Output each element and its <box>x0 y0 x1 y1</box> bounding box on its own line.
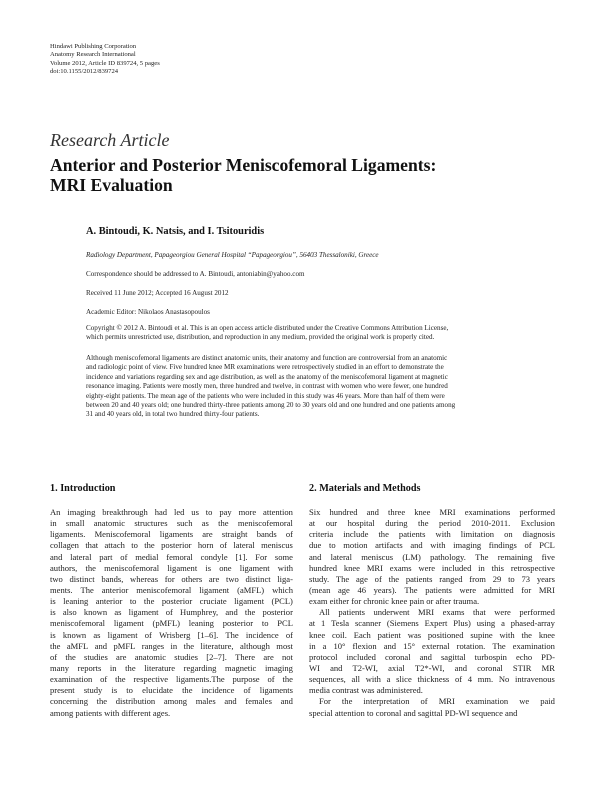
body-text-line: collagen that attach to the posterior horn of lateral meniscus <box>50 540 293 551</box>
body-text-line: For the interpretation of MRI examination we paid <box>319 696 555 707</box>
body-text-line: many reports in the literature regarding magnetic imaging <box>50 662 293 673</box>
copyright-line: Copyright © 2012 A. Bintoudi et al. This is an open access article distributed under the Creative Commons Attribution License, <box>86 324 449 332</box>
body-text-line: ments. The anterior meniscofemoral ligament (aMFL) which <box>50 584 293 595</box>
body-text-line: of the studies are anatomic studies [2–7]. There are not <box>50 651 293 662</box>
body-text-line: criteria include the patients with limitation on diagnosis <box>309 529 555 540</box>
correspondence: Correspondence should be addressed to A. Bintoudi, antoniabin@yahoo.com <box>86 270 305 278</box>
body-text-line: concerning the distribution among males and females and <box>50 696 293 707</box>
body-text-line: exam either for chronic knee pain or after trauma. <box>309 596 480 607</box>
abstract-line: Although meniscofemoral ligaments are distinct anatomic units, their anatomy and function are controversial from an anatomic <box>86 354 448 362</box>
abstract-line: between 20 and 40 years old; one hundred thirty-three patients among 20 to 30 years old and one hundred and one patients among <box>86 401 456 410</box>
title-line: Anterior and Posterior Meniscofemoral Ligaments: <box>50 155 437 175</box>
body-text-line: and lateral part of medial femoral condyle [1]. For some <box>50 551 293 562</box>
journal-name-line: Anatomy Research International <box>50 51 136 59</box>
volume-line: Volume 2012, Article ID 839724, 5 pages <box>50 59 160 67</box>
body-text-line: media contrast was administered. <box>309 685 423 696</box>
body-text-line: ligaments. Meniscofemoral ligaments are straight bands of <box>50 529 293 540</box>
introduction-body <box>50 507 293 719</box>
body-text-line: knee coil. Each patient was positioned supine with the knee <box>309 629 555 640</box>
body-text-line: present study is to elucidate the incidence of ligaments <box>50 685 293 696</box>
body-text-line: special attention to coronal and sagittal PD-WI sequence and <box>309 707 518 718</box>
body-text-line: (mean age 46 years). The patients were admitted for MRI <box>309 584 555 595</box>
body-text-line: is leaning anterior to the posterior cruciate ligament (PCL) <box>50 596 293 607</box>
body-text-line: protocol included coronal and sagittal turbospin echo PD- <box>309 651 555 662</box>
abstract-line: resonance imaging. Patients were mostly men, three hundred and twelve, in contrast with women who were fewer, one hundred <box>86 382 448 391</box>
body-text-line: An imaging breakthrough had led us to pay more attention <box>50 507 293 517</box>
body-text-line: examination of the respective ligaments.The purpose of the <box>50 674 293 685</box>
received-dates: Received 11 June 2012; Accepted 16 August 2012 <box>86 289 229 297</box>
body-text-line: sequences, all with a slice thickness of 4 mm. No intravenous <box>309 674 555 685</box>
section-title-introduction: 1. Introduction <box>50 483 116 494</box>
body-text-line: among patients with different ages. <box>50 707 171 718</box>
affiliation: Radiology Department, Papageorgiou General Hospital “Papageorgiou”, 56403 Thessaloniki, Greece <box>86 251 379 259</box>
body-text-line: authors, the meniscofemoral ligament is one ligament with <box>50 562 293 573</box>
title-line: MRI Evaluation <box>50 175 173 195</box>
abstract-line: and radiologic point of view. Five hundred knee MR examinations were retrospectively studied in an effort to demonstrate the <box>86 363 444 372</box>
body-text-line: in a 10° flexion and 15° external rotation. The examination <box>309 640 555 651</box>
article-type: Research Article <box>50 130 170 150</box>
journal-header <box>50 43 160 77</box>
body-text-line: hundred knee MRI exams were included in this retrospective <box>309 562 555 573</box>
body-text-line: due to motion artifacts and with imaging findings of PCL <box>309 540 555 551</box>
academic-editor: Academic Editor: Nikolaos Anastasopoulos <box>86 308 210 316</box>
body-text-line: meniscofemoral ligament (pMFL) leaning posterior to PCL <box>50 618 293 629</box>
copyright-line: which permits unrestricted use, distribution, and reproduction in any medium, provided the original work is properly cited. <box>86 333 435 342</box>
body-text-line: Six hundred and three knee MRI examinations performed <box>309 507 555 517</box>
article-title <box>50 155 570 195</box>
body-text-line: the aMFL and pMFL ranges in the literature, although most <box>50 640 293 651</box>
body-text-line: in small anatomic structures such as the meniscofemoral <box>50 518 293 529</box>
abstract-line: eighty-eight patients. The mean age of the patients who were included in this study was 46 years. More than half of them were <box>86 391 445 400</box>
doi-line: doi:10.1155/2012/839724 <box>50 68 119 76</box>
body-text-line: two distinct bands, whereas for others are two distinct liga- <box>50 573 293 584</box>
body-text-line: at 1 Tesla scanner (Siemens Expert Plus) using a phased-array <box>309 618 555 629</box>
copyright-notice <box>86 324 448 343</box>
section-title-methods: 2. Materials and Methods <box>309 483 421 494</box>
body-text-line: All patients underwent MRI exams that were performed <box>319 607 555 618</box>
methods-body <box>309 507 555 719</box>
publisher-line: Hindawi Publishing Corporation <box>50 43 137 50</box>
body-text-line: study. The age of the patients ranged from 29 to 73 years <box>309 573 555 584</box>
authors: A. Bintoudi, K. Natsis, and I. Tsitouridis <box>86 226 265 237</box>
body-text-line: WI and T2-WI, axial T2*-WI, and coronal STIR MR <box>309 662 555 673</box>
body-text-line: at our hospital during the period 2010-2011. Exclusion <box>309 518 555 529</box>
body-text-line: is known as ligament of Wrisberg [1–6]. The incidence of <box>50 629 293 640</box>
body-text-line: is also known as ligament of Humphrey, and the posterior <box>50 607 293 618</box>
abstract-line: 31 and 40 years old, in total two hundred thirty-four patients. <box>86 410 260 419</box>
abstract-line: incidence and variations regarding sex and age distribution, as well as the anatomy of the meniscofemoral ligament at magnetic <box>86 372 448 381</box>
body-text-line: and lateral meniscus (LM) pathology. The remaining five <box>309 551 555 562</box>
abstract <box>86 354 455 420</box>
